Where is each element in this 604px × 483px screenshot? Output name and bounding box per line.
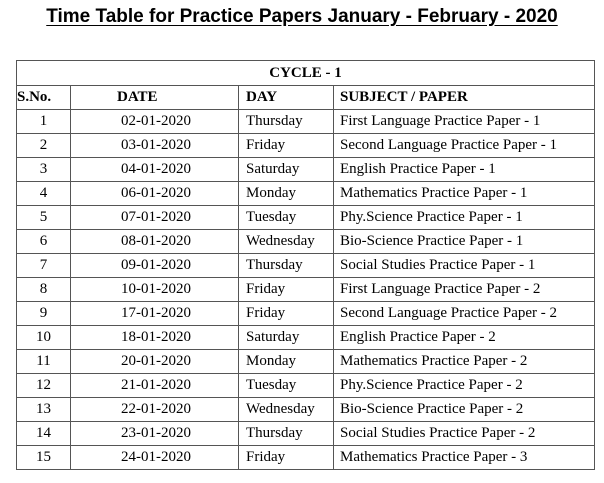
table-row	[17, 398, 595, 422]
cell-subject: Mathematics Practice Paper - 1	[334, 182, 595, 206]
cell-subject: Phy.Science Practice Paper - 1	[334, 206, 595, 230]
cell-day: Thursday	[239, 110, 334, 134]
cell-date: 17-01-2020	[71, 302, 239, 326]
cell-date: 22-01-2020	[71, 398, 239, 422]
table-row	[17, 254, 595, 278]
cell-date: 23-01-2020	[71, 422, 239, 446]
cell-subject: First Language Practice Paper - 1	[334, 110, 595, 134]
table-row	[17, 374, 595, 398]
cell-subject: Bio-Science Practice Paper - 1	[334, 230, 595, 254]
table-row	[17, 230, 595, 254]
table-row	[17, 326, 595, 350]
cell-date: 02-01-2020	[71, 110, 239, 134]
cell-day: Monday	[239, 350, 334, 374]
cell-date: 10-01-2020	[71, 278, 239, 302]
cell-subject: English Practice Paper - 1	[334, 158, 595, 182]
header-day: DAY	[239, 86, 334, 110]
cell-sno: 1	[17, 110, 71, 134]
cell-subject: English Practice Paper - 2	[334, 326, 595, 350]
cell-day: Thursday	[239, 422, 334, 446]
cell-sno: 8	[17, 278, 71, 302]
cell-date: 07-01-2020	[71, 206, 239, 230]
cell-date: 03-01-2020	[71, 134, 239, 158]
cell-sno: 10	[17, 326, 71, 350]
table-row	[17, 278, 595, 302]
cell-sno: 14	[17, 422, 71, 446]
table-row	[17, 206, 595, 230]
cell-day: Friday	[239, 278, 334, 302]
cell-subject: Second Language Practice Paper - 1	[334, 134, 595, 158]
cell-sno: 3	[17, 158, 71, 182]
cell-subject: Mathematics Practice Paper - 3	[334, 446, 595, 470]
table-row	[17, 182, 595, 206]
cell-day: Tuesday	[239, 374, 334, 398]
cell-sno: 6	[17, 230, 71, 254]
cell-day: Saturday	[239, 158, 334, 182]
cell-day: Saturday	[239, 326, 334, 350]
cell-day: Friday	[239, 134, 334, 158]
cell-sno: 13	[17, 398, 71, 422]
cell-subject: Social Studies Practice Paper - 2	[334, 422, 595, 446]
cell-day: Thursday	[239, 254, 334, 278]
table-row	[17, 302, 595, 326]
table-row	[17, 350, 595, 374]
cell-day: Monday	[239, 182, 334, 206]
cell-day: Wednesday	[239, 398, 334, 422]
cell-sno: 2	[17, 134, 71, 158]
cycle-row	[17, 61, 595, 86]
cell-subject: First Language Practice Paper - 2	[334, 278, 595, 302]
cycle-heading: CYCLE - 1	[17, 61, 595, 86]
cell-sno: 12	[17, 374, 71, 398]
cell-subject: Mathematics Practice Paper - 2	[334, 350, 595, 374]
header-subject: SUBJECT / PAPER	[334, 86, 595, 110]
header-row	[17, 86, 595, 110]
cell-sno: 7	[17, 254, 71, 278]
cell-date: 24-01-2020	[71, 446, 239, 470]
table-row	[17, 446, 595, 470]
cell-sno: 11	[17, 350, 71, 374]
cell-subject: Bio-Science Practice Paper - 2	[334, 398, 595, 422]
cell-sno: 5	[17, 206, 71, 230]
cell-day: Wednesday	[239, 230, 334, 254]
table-row	[17, 110, 595, 134]
cell-day: Friday	[239, 302, 334, 326]
page-title: Time Table for Practice Papers January - February - 2020	[46, 6, 558, 27]
cell-sno: 4	[17, 182, 71, 206]
cell-date: 20-01-2020	[71, 350, 239, 374]
cell-date: 04-01-2020	[71, 158, 239, 182]
cell-subject: Phy.Science Practice Paper - 2	[334, 374, 595, 398]
cell-day: Tuesday	[239, 206, 334, 230]
table-row	[17, 422, 595, 446]
cell-date: 09-01-2020	[71, 254, 239, 278]
timetable	[16, 60, 595, 470]
cell-subject: Social Studies Practice Paper - 1	[334, 254, 595, 278]
cell-subject: Second Language Practice Paper - 2	[334, 302, 595, 326]
cell-day: Friday	[239, 446, 334, 470]
header-sno: S.No.	[17, 86, 71, 110]
cell-sno: 15	[17, 446, 71, 470]
header-date: DATE	[71, 86, 239, 110]
table-row	[17, 134, 595, 158]
cell-date: 21-01-2020	[71, 374, 239, 398]
cell-date: 18-01-2020	[71, 326, 239, 350]
cell-date: 06-01-2020	[71, 182, 239, 206]
cell-date: 08-01-2020	[71, 230, 239, 254]
table-body	[17, 110, 595, 470]
table-row	[17, 158, 595, 182]
cell-sno: 9	[17, 302, 71, 326]
